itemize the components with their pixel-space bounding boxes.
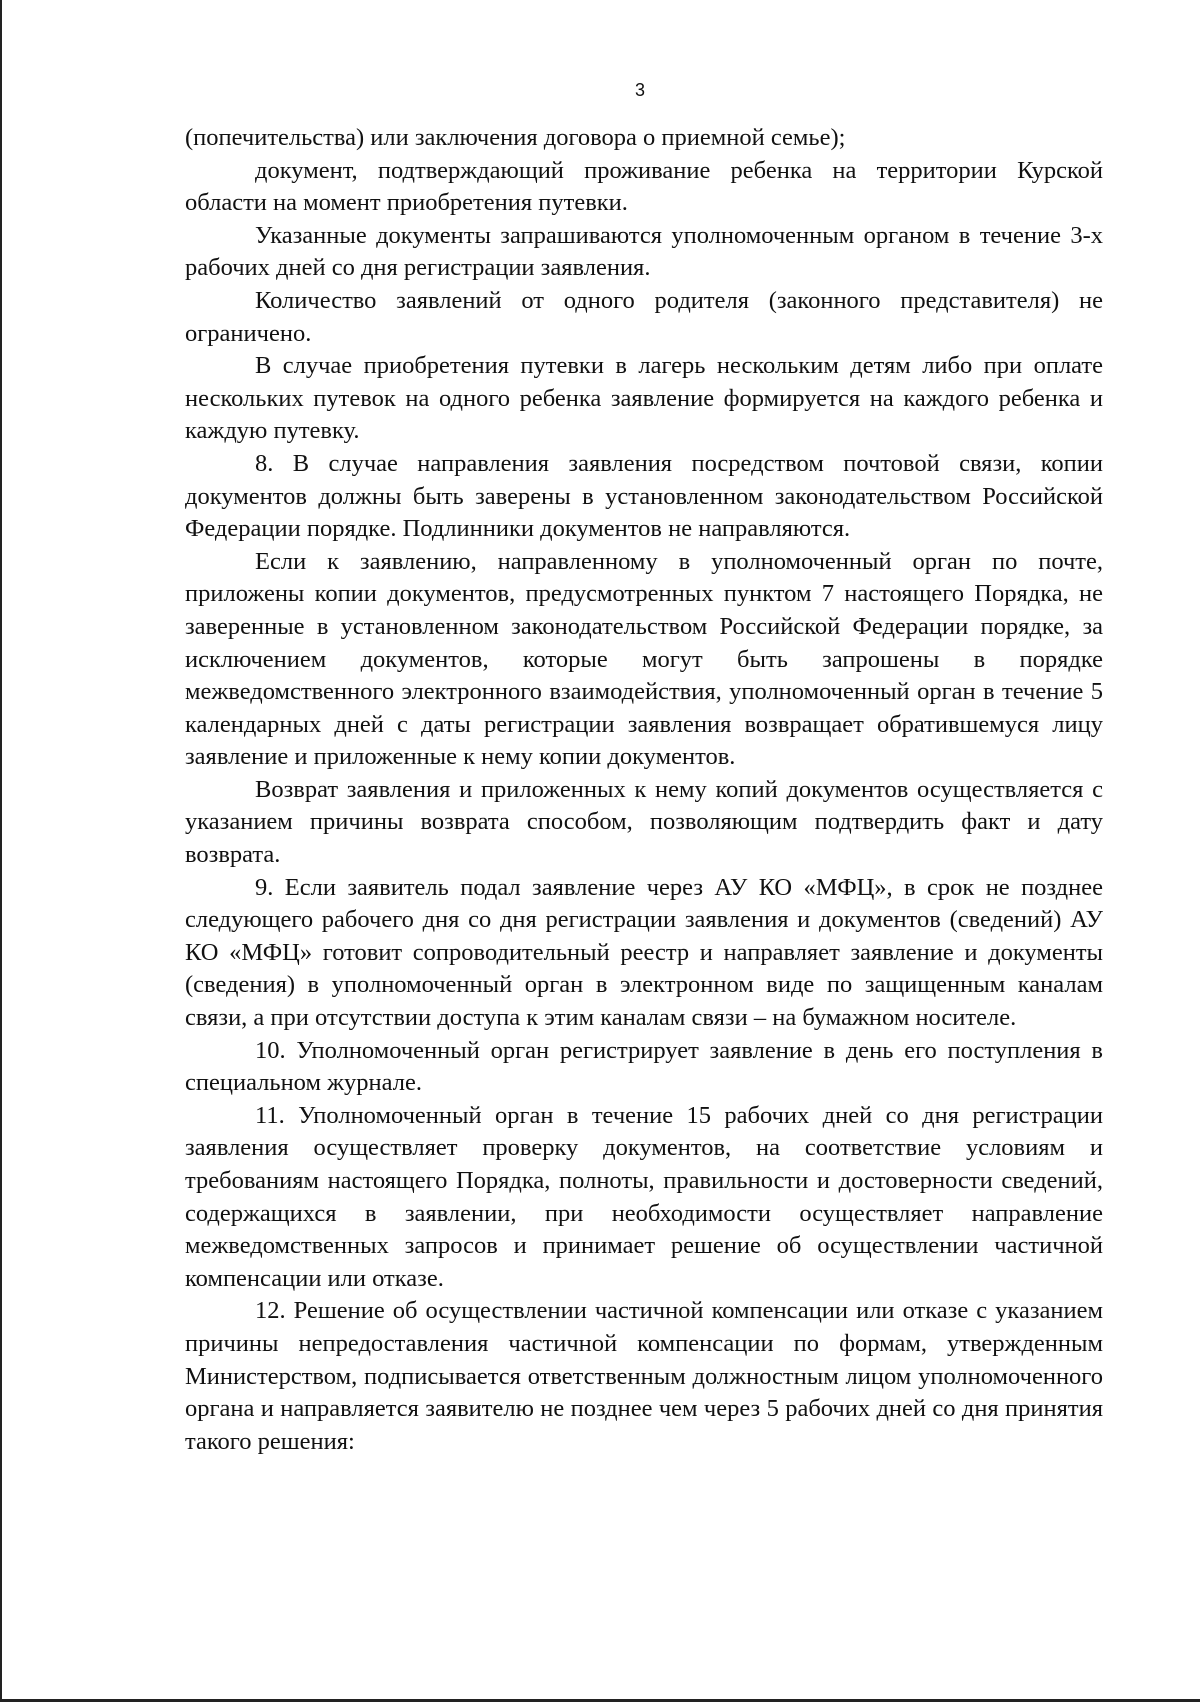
paragraph-continuation: (попечительства) или заключения договора о приемной семье); xyxy=(185,124,846,151)
paragraph-item-9: 9. Если заявитель подал заявление через АУ КО «МФЦ», в срок не позднее следующего рабочего дня со дня регистрации заявления и документов (сведений) АУ КО «МФЦ» готовит сопроводительный реестр и направляет заявление и документы (сведения) в уполномоченный орган в электронном виде по защищенным каналам связи, а при отсутствии доступа к этим каналам связи – на бумажном носителе. xyxy=(185,873,1103,1032)
paragraph-documents-request: Указанные документы запрашиваются уполномоченным органом в течение 3-х рабочих дней со дня регистрации заявления. xyxy=(185,221,1103,282)
paragraph-item-12: 12. Решение об осуществлении частичной компенсации или отказе с указанием причины непредоставления частичной компенсации по формам, утвержденным Министерством, подписывается ответственным должностным лицом уполномоченного органа и направляется заявителю не позднее чем через 5 рабочих дней со дня принятия такого решения: xyxy=(185,1297,1103,1455)
paragraph-item-11: 11. Уполномоченный орган в течение 15 рабочих дней со дня регистрации заявления осуществляет проверку документов, на соответствие условиям и требованиям настоящего Порядка, полноты, правильности и достоверности сведений, содержащихся в заявлении, при необходимости осуществляет направление межведомственных запросов и принимает решение об осуществлении частичной компенсации или отказе. xyxy=(185,1101,1103,1292)
paragraph-applications-count: Количество заявлений от одного родителя (законного представителя) не ограничено. xyxy=(185,286,1103,347)
scan-left-edge xyxy=(0,0,2,1702)
document-body xyxy=(185,122,1103,1458)
paragraph-return: Возврат заявления и приложенных к нему копий документов осуществляется с указанием причины возврата способом, позволяющим подтвердить факт и дату возврата. xyxy=(185,775,1103,869)
paragraph-item-8: 8. В случае направления заявления посредством почтовой связи, копии документов должны быть заверены в установленном законодательством Российской Федерации порядке. Подлинники документов не направляются. xyxy=(185,449,1103,543)
page-number: 3 xyxy=(634,80,645,100)
paragraph-item-10: 10. Уполномоченный орган регистрирует заявление в день его поступления в специальном журнале. xyxy=(185,1036,1103,1097)
paragraph-residence-document: документ, подтверждающий проживание ребенка на территории Курской области на момент приобретения путевки. xyxy=(185,156,1103,217)
paragraph-multiple-vouchers: В случае приобретения путевки в лагерь нескольким детям либо при оплате нескольких путевок на одного ребенка заявление формируется на каждого ребенка и каждую путевку. xyxy=(185,352,1103,445)
paragraph-uncertified-copies: Если к заявлению, направленному в уполномоченный орган по почте, приложены копии документов, предусмотренных пунктом 7 настоящего Порядка, не заверенные в установленном законодательством Российской Федерации порядке, за исключением документов, которые могут быть запрошены в порядке межведомственного электронного взаимодействия, уполномоченный орган в течение 5 календарных дней с даты регистрации заявления возвращает обратившемуся лицу заявление и приложенные к нему копии документов. xyxy=(185,547,1103,771)
